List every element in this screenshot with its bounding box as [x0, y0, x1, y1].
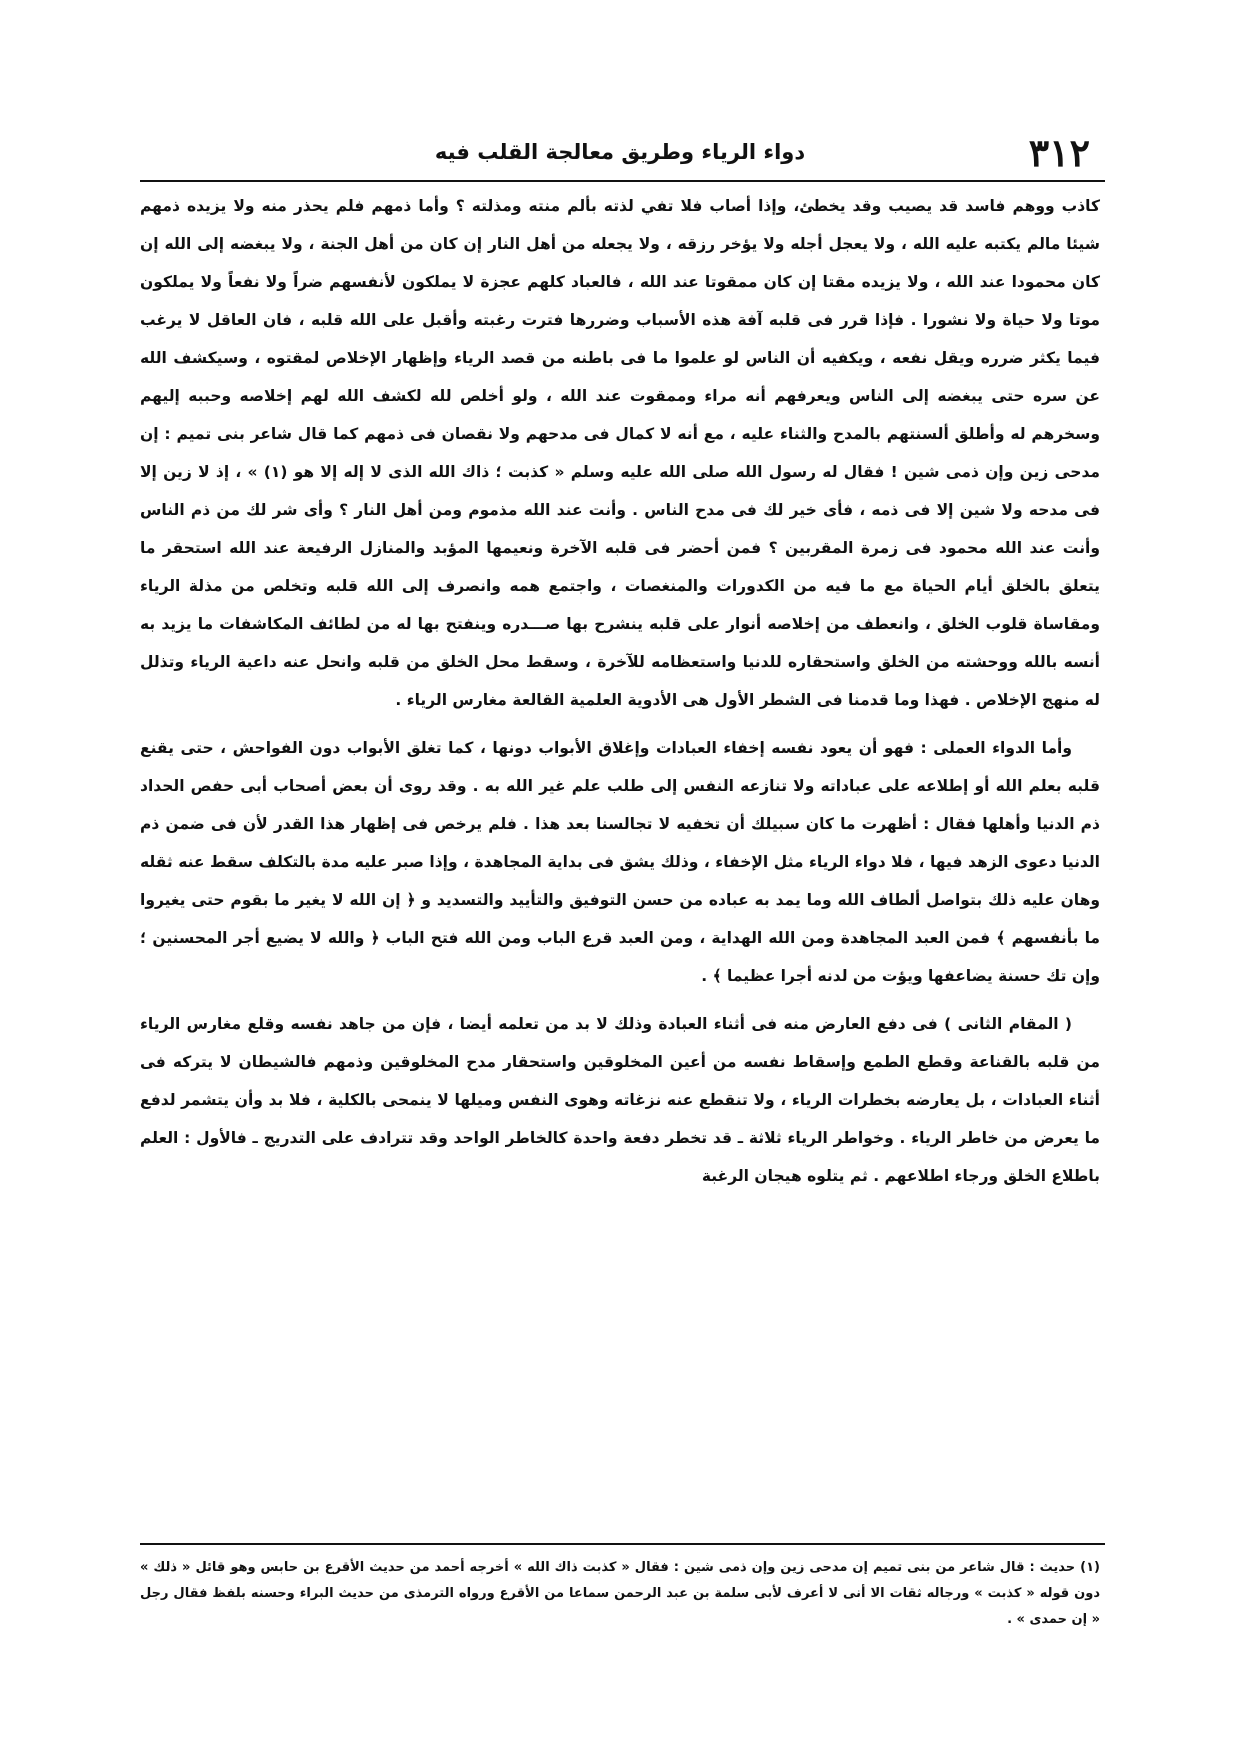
paragraph-1: كاذب ووهم فاسد قد يصيب وقد يخطئ، وإذا أصاب فلا تفي لذته بألم منته ومذلته ؟ وأما ذمهم فلم يحذر منه ولا يزيده ذمهم شيئا مالم يكتبه عليه الله ، ولا يعجل أجله ولا يؤخر رزقه ، ولا يجعله من أهل النار إن كان من أهل الجنة ، ولا يبغضه إلى الله إن كان محمودا عند الله ، ولا يزيده مقتا إن كان ممقوتا عند الله ، فالعباد كلهم عجزة لا يملكون لأنفسهم ضراً ولا نفعاً ولا يملكون موتا ولا حياة ولا نشورا . فإذا قرر فى قلبه آفة هذه الأسباب وضررها فترت رغبته وأقبل على الله قلبه ، فان العاقل لا يرغب فيما يكثر ضرره ويقل نفعه ، ويكفيه أن الناس لو علموا ما فى باطنه من قصد الرياء وإظهار الإخلاص لمقتوه ، وسيكشف الله عن سره حتى يبغضه إلى الناس ويعرفهم أنه مراء وممقوت عند الله ، ولو أخلص لله لكشف الله لهم إخلاصه وحببه إليهم وسخرهم له وأطلق ألسنتهم بالمدح والثناء عليه ، مع أنه لا كمال فى مدحهم ولا نقصان فى ذمهم كما قال شاعر بنى تميم : إن مدحى زين وإن ذمى شين ! فقال له رسول الله صلى الله عليه وسلم « كذبت ؛ ذاك الله الذى لا إله إلا هو (١) » ، إذ لا زين إلا فى مدحه ولا شين إلا فى ذمه ، فأى خير لك فى مدح الناس . وأنت عند الله مذموم ومن أهل النار ؟ وأى شر لك من ذم الناس وأنت عند الله محمود فى زمرة المقربين ؟ فمن أحضر فى قلبه الآخرة ونعيمها المؤبد والمنازل الرفيعة عند الله استحقر ما يتعلق بالخلق أيام الحياة مع ما فيه من الكدورات والمنغصات ، واجتمع همه وانصرف إلى الله قلبه وتخلص من مذلة الرياء ومقاساة قلوب الخلق ، وانعطف من إخلاصه أنوار على قلبه ينشرح بها صـــدره وينفتح بها له من لطائف المكاشفات ما يزيد به أنسه بالله ووحشته من الخلق واستحقاره للدنيا واستعظامه للآخرة ، وسقط محل الخلق من قلبه وانحل عنه داعية الرياء وتذلل له منهج الإخلاص . فهذا وما قدمنا فى الشطر الأول هى الأدوية العلمية القالعة مغارس الرياء . — [140, 197, 1100, 709]
footnote-divider — [140, 1543, 1105, 1545]
page-header — [140, 128, 1100, 178]
footnote-1: (١) حديث : قال شاعر من بنى تميم إن مدحى زين وإن ذمى شين : فقال « كذبت ذاك الله » أخرجه أحمد من حديث الأقرع بن حابس وهو قائل « ذلك » دون قوله « كذبت » ورجاله ثقات الا أنى لا أعرف لأبى سلمة بن عبد الرحمن سماعا من الأقرع ورواه الترمذى من حديث البراء وحسنه بلفظ فقال رجل « إن حمدى » . — [140, 1560, 1100, 1627]
header-divider — [140, 180, 1105, 182]
running-title: دواء الرياء وطريق معالجة القلب فيه — [434, 140, 806, 164]
paragraph-2: وأما الدواء العملى : فهو أن يعود نفسه إخفاء العبادات وإغلاق الأبواب دونها ، كما تغلق الأبواب دون الفواحش ، حتى يقنع قلبه بعلم الله أو إطلاعه على عباداته ولا تنازعه النفس إلى طلب علم غير الله به . وقد روى أن بعض أصحاب أبى حفص الحداد ذم الدنيا وأهلها فقال : أظهرت ما كان سبيلك أن تخفيه لا تجالسنا بعد هذا . فلم يرخص فى إظهار هذا القدر لأن فى ضمن ذم الدنيا دعوى الزهد فيها ، فلا دواء الرياء مثل الإخفاء ، وذلك يشق فى بداية المجاهدة ، وإذا صبر عليه مدة بالتكلف سقط عنه ثقله وهان عليه ذلك بتواصل ألطاف الله وما يمد به عباده من حسن التوفيق والتأييد والتسديد و ﴿ إن الله لا يغير ما بقوم حتى يغيروا ما بأنفسهم ﴾ فمن العبد المجاهدة ومن الله الهداية ، ومن العبد قرع الباب ومن الله فتح الباب ﴿ والله لا يضيع أجر المحسنين ؛ وإن تك حسنة يضاعفها ويؤت من لدنه أجرا عظيما ﴾ . — [140, 739, 1100, 985]
footnotes — [140, 1555, 1100, 1633]
main-text — [140, 187, 1100, 1195]
paragraph-3: ( المقام الثانى ) فى دفع العارض منه فى أثناء العبادة وذلك لا بد من تعلمه أيضا ، فإن من جاهد نفسه وقلع مغارس الرياء من قلبه بالقناعة وقطع الطمع وإسقاط نفسه من أعين المخلوقين واستحقار مدح المخلوقين وذمهم فالشيطان لا يتركه فى أثناء العبادات ، بل يعارضه بخطرات الرياء ، ولا تنقطع عنه نزغاته وهوى النفس وميلها لا ينمحى بالكلية ، فلا بد وأن يتشمر لدفع ما يعرض من خاطر الرياء . وخواطر الرياء ثلاثة ـ قد تخطر دفعة واحدة كالخاطر الواحد وقد تترادف على التدريج ـ فالأول : العلم باطلاع الخلق ورجاء اطلاعهم . ثم يتلوه هيجان الرغبة — [140, 1015, 1100, 1185]
page-number: ٣١٢ — [1028, 130, 1090, 175]
